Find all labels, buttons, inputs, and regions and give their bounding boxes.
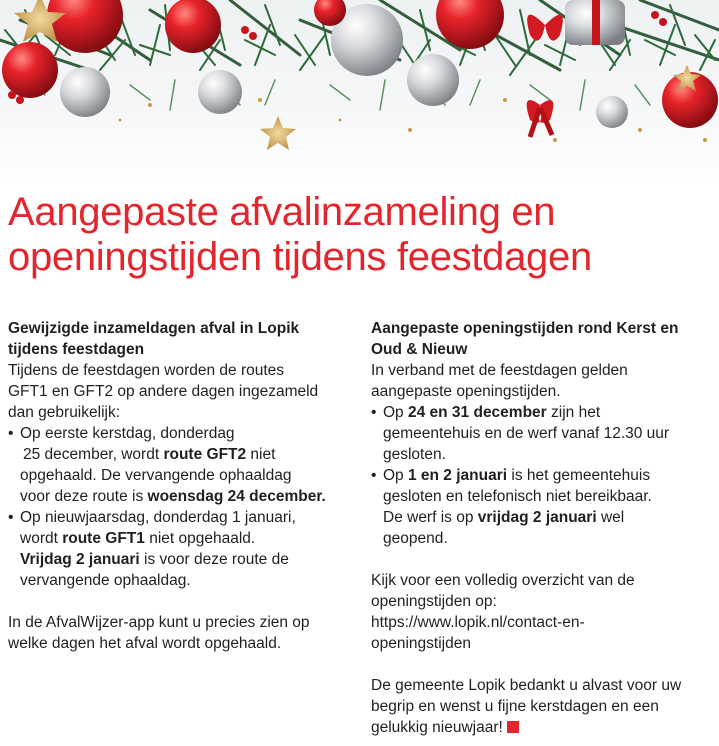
waste-collection-list — [8, 423, 353, 591]
waste-collection-column — [8, 318, 353, 654]
opening-hours-list — [371, 402, 716, 549]
bullet-icon: • — [371, 467, 377, 484]
waste-collection-intro: Tijdens de feestdagen worden de routes GFT1 en GFT2 op andere dagen ingezameld dan gebruikelijk: — [8, 362, 319, 421]
bullet-icon: • — [8, 425, 14, 442]
list-item: • Op 1 en 2 januari is het gemeentehuis gesloten en telefonisch niet bereikbaar. De werf is op vrijdag 2 januari wel geopend. — [371, 467, 652, 547]
app-note: In de AfvalWijzer-app kunt u precies zien op welke dagen het afval wordt opgehaald. — [8, 614, 310, 652]
list-item: • Op 24 en 31 december zijn het gemeentehuis en de werf vanaf 12.30 uur gesloten. — [371, 404, 670, 463]
bullet-icon: • — [8, 509, 14, 526]
title-line-1: Aangepaste afvalinzameling en — [8, 190, 556, 234]
end-mark-square-icon — [507, 721, 519, 733]
waste-collection-heading: Gewijzigde inzameldagen afval in Lopik tijdens feestdagen — [8, 320, 300, 358]
page-title — [8, 190, 713, 280]
website-link[interactable]: https://www.lopik.nl/contact-en- openingstijden — [371, 614, 585, 652]
opening-hours-heading: Aangepaste openingstijden rond Kerst en Oud & Nieuw — [371, 320, 679, 358]
opening-hours-intro: In verband met de feestdagen gelden aangepaste openingstijden. — [371, 362, 628, 400]
list-item: • Op eerste kerstdag, donderdag 25 december, wordt route GFT2 niet opgehaald. De vervangende ophaaldag voor deze route is woensdag 24 december. — [8, 425, 326, 505]
christmas-banner-image — [0, 0, 719, 185]
overview-note: Kijk voor een volledig overzicht van de openingstijden op: https://www.lopik.nl/contact-en- openingstijden — [371, 572, 635, 652]
bullet-icon: • — [371, 404, 377, 421]
title-line-2: openingstijden tijdens feestdagen — [8, 235, 592, 279]
list-item: • Op nieuwjaarsdag, donderdag 1 januari, wordt route GFT1 niet opgehaald. Vrijdag 2 januari is voor deze route de vervangende ophaaldag. — [8, 509, 296, 589]
opening-hours-column — [371, 318, 716, 738]
closing-greeting: De gemeente Lopik bedankt u alvast voor uw begrip en wenst u fijne kerstdagen en een gelukkig nieuwjaar! — [371, 677, 682, 736]
